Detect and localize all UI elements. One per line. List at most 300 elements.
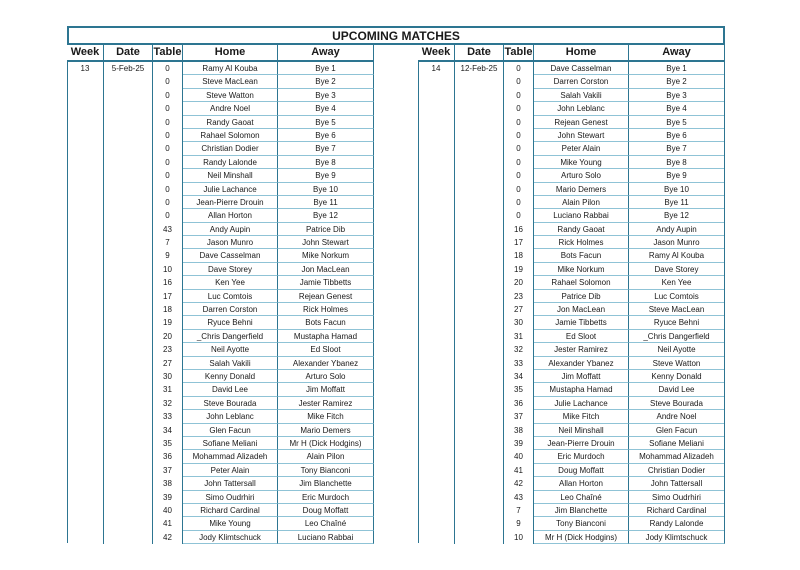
away-player-cell: Dave Storey — [629, 263, 725, 276]
week-cell — [67, 236, 104, 249]
date-cell — [104, 316, 153, 329]
table-row — [67, 263, 374, 276]
away-player-cell: Jason Munro — [629, 236, 725, 249]
date-cell — [455, 75, 504, 88]
home-player-cell: Mike Young — [183, 517, 278, 530]
home-player-cell: Alain Pilon — [534, 196, 629, 209]
away-player-cell: Jester Ramirez — [278, 397, 374, 410]
home-player-cell: Luciano Rabbai — [534, 209, 629, 222]
home-player-cell: Peter Alain — [534, 142, 629, 155]
date-cell — [104, 410, 153, 423]
table-number-cell: 38 — [504, 424, 534, 437]
away-player-cell: Jon MacLean — [278, 263, 374, 276]
away-player-cell: Patrice Dib — [278, 223, 374, 236]
header-row — [67, 45, 374, 62]
away-player-cell: Bye 1 — [278, 62, 374, 75]
date-cell — [455, 156, 504, 169]
away-player-cell: _Chris Dangerfield — [629, 330, 725, 343]
away-player-cell: Andy Aupin — [629, 223, 725, 236]
header-row — [418, 45, 725, 62]
week-cell — [418, 249, 455, 262]
week-cell — [67, 424, 104, 437]
week-cell — [418, 424, 455, 437]
table-row — [67, 370, 374, 383]
away-player-cell: Bye 4 — [629, 102, 725, 115]
table-row — [67, 196, 374, 209]
table-row — [418, 89, 725, 102]
week-cell — [67, 316, 104, 329]
date-cell — [455, 196, 504, 209]
away-player-cell: Jamie Tibbetts — [278, 276, 374, 289]
date-cell — [104, 169, 153, 182]
home-player-cell: Allan Horton — [183, 209, 278, 222]
week-cell — [67, 410, 104, 423]
date-cell — [455, 102, 504, 115]
week-cell — [67, 116, 104, 129]
table-row — [418, 62, 725, 75]
table-number-cell: 27 — [504, 303, 534, 316]
date-cell — [104, 102, 153, 115]
table-row — [418, 437, 725, 450]
week-cell: 13 — [67, 62, 104, 75]
home-player-cell: Sofiane Meliani — [183, 437, 278, 450]
away-player-cell: Bye 6 — [278, 129, 374, 142]
table-number-cell: 16 — [504, 223, 534, 236]
table-row — [67, 129, 374, 142]
away-player-cell: John Tattersall — [629, 477, 725, 490]
table-number-cell: 0 — [504, 209, 534, 222]
home-player-cell: Dave Storey — [183, 263, 278, 276]
date-cell — [455, 169, 504, 182]
week-cell — [418, 410, 455, 423]
table-row — [67, 75, 374, 88]
date-cell — [104, 330, 153, 343]
table-number-cell: 0 — [504, 62, 534, 75]
date-cell — [104, 477, 153, 490]
date-cell — [455, 383, 504, 396]
home-player-cell: Tony Bianconi — [534, 517, 629, 530]
date-cell — [455, 263, 504, 276]
home-player-cell: Julie Lachance — [534, 397, 629, 410]
home-player-cell: _Chris Dangerfield — [183, 330, 278, 343]
table-number-cell: 0 — [153, 129, 183, 142]
week-cell — [418, 464, 455, 477]
home-player-cell: Neil Minshall — [183, 169, 278, 182]
home-player-cell: Leo Chaîné — [534, 491, 629, 504]
home-player-cell: Steve MacLean — [183, 75, 278, 88]
home-player-cell: Steve Watton — [183, 89, 278, 102]
table-row — [418, 75, 725, 88]
date-cell — [455, 450, 504, 463]
home-player-cell: Andy Aupin — [183, 223, 278, 236]
home-player-cell: Rahael Solomon — [183, 129, 278, 142]
table-number-cell: 40 — [504, 450, 534, 463]
date-cell — [455, 116, 504, 129]
table-number-cell: 20 — [153, 330, 183, 343]
table-row — [418, 236, 725, 249]
away-player-cell: Bye 12 — [629, 209, 725, 222]
home-player-cell: Arturo Solo — [534, 169, 629, 182]
table-row — [67, 169, 374, 182]
table-number-cell: 42 — [504, 477, 534, 490]
away-player-cell: Doug Moffatt — [278, 504, 374, 517]
away-player-cell: Bye 11 — [629, 196, 725, 209]
away-player-cell: Bye 2 — [278, 75, 374, 88]
week-cell — [67, 477, 104, 490]
date-cell — [455, 142, 504, 155]
week-cell — [67, 142, 104, 155]
week-cell: 14 — [418, 62, 455, 75]
week-cell — [418, 290, 455, 303]
home-player-cell: Peter Alain — [183, 464, 278, 477]
home-player-cell: Jean-Pierre Drouin — [183, 196, 278, 209]
week-cell — [418, 129, 455, 142]
table-row — [67, 102, 374, 115]
date-cell — [104, 183, 153, 196]
table-row — [67, 223, 374, 236]
table-number-cell: 10 — [504, 531, 534, 544]
table-row — [418, 504, 725, 517]
week-cell — [67, 357, 104, 370]
away-player-cell: Glen Facun — [629, 424, 725, 437]
table-number-cell: 9 — [153, 249, 183, 262]
table-row — [67, 397, 374, 410]
week-cell — [67, 276, 104, 289]
away-player-cell: Steve Bourada — [629, 397, 725, 410]
sheet-title: UPCOMING MATCHES — [67, 26, 725, 45]
table-row — [418, 383, 725, 396]
table-row — [67, 303, 374, 316]
date-cell — [104, 357, 153, 370]
home-player-cell: Steve Bourada — [183, 397, 278, 410]
home-player-cell: John Tattersall — [183, 477, 278, 490]
week-cell — [418, 504, 455, 517]
week-13-table — [67, 45, 374, 544]
away-player-cell: Alain Pilon — [278, 450, 374, 463]
home-player-cell: Ken Yee — [183, 276, 278, 289]
table-row — [418, 116, 725, 129]
table-row — [67, 276, 374, 289]
home-player-cell: Jean-Pierre Drouin — [534, 437, 629, 450]
away-player-cell: Luc Comtois — [629, 290, 725, 303]
table-row — [418, 290, 725, 303]
table-row — [418, 450, 725, 463]
away-player-cell: Jody Klimtschuck — [629, 531, 725, 544]
table-row — [418, 410, 725, 423]
away-player-cell: Bye 3 — [278, 89, 374, 102]
table-number-cell: 0 — [153, 75, 183, 88]
header-table: Table — [504, 45, 534, 62]
date-cell — [104, 142, 153, 155]
table-number-cell: 19 — [504, 263, 534, 276]
away-player-cell: Rejean Genest — [278, 290, 374, 303]
week-cell — [67, 209, 104, 222]
date-cell — [104, 156, 153, 169]
table-number-cell: 7 — [504, 504, 534, 517]
week-cell — [418, 437, 455, 450]
week-cell — [418, 316, 455, 329]
away-player-cell: Bots Facun — [278, 316, 374, 329]
table-row — [67, 343, 374, 356]
table-row — [67, 62, 374, 75]
table-row — [67, 156, 374, 169]
date-cell — [104, 223, 153, 236]
date-cell — [455, 316, 504, 329]
table-row — [67, 316, 374, 329]
week-cell — [67, 450, 104, 463]
away-player-cell: Jim Moffatt — [278, 383, 374, 396]
table-number-cell: 18 — [153, 303, 183, 316]
table-number-cell: 33 — [153, 410, 183, 423]
home-player-cell: Eric Murdoch — [534, 450, 629, 463]
table-row — [418, 464, 725, 477]
week-cell — [67, 531, 104, 544]
table-number-cell: 32 — [504, 343, 534, 356]
away-player-cell: Bye 12 — [278, 209, 374, 222]
away-player-cell: Bye 8 — [278, 156, 374, 169]
date-cell — [104, 491, 153, 504]
header-home: Home — [183, 45, 278, 62]
table-row — [67, 142, 374, 155]
date-cell — [104, 517, 153, 530]
date-cell — [104, 129, 153, 142]
date-cell — [455, 89, 504, 102]
table-number-cell: 35 — [153, 437, 183, 450]
table-number-cell: 36 — [153, 450, 183, 463]
home-player-cell: Ryuce Behni — [183, 316, 278, 329]
week-cell — [67, 290, 104, 303]
table-number-cell: 10 — [153, 263, 183, 276]
home-player-cell: Darren Corston — [183, 303, 278, 316]
date-cell — [104, 290, 153, 303]
away-player-cell: Christian Dodier — [629, 464, 725, 477]
home-player-cell: Bots Facun — [534, 249, 629, 262]
week-cell — [67, 169, 104, 182]
away-player-cell: Bye 7 — [278, 142, 374, 155]
away-player-cell: Bye 1 — [629, 62, 725, 75]
table-number-cell: 35 — [504, 383, 534, 396]
away-player-cell: Bye 9 — [278, 169, 374, 182]
table-number-cell: 0 — [504, 116, 534, 129]
table-number-cell: 23 — [504, 290, 534, 303]
away-player-cell: Neil Ayotte — [629, 343, 725, 356]
home-player-cell: Jon MacLean — [534, 303, 629, 316]
table-number-cell: 0 — [504, 169, 534, 182]
date-cell — [455, 517, 504, 530]
table-row — [67, 183, 374, 196]
table-number-cell: 30 — [504, 316, 534, 329]
date-cell — [104, 116, 153, 129]
away-player-cell: Kenny Donald — [629, 370, 725, 383]
table-number-cell: 18 — [504, 249, 534, 262]
away-player-cell: Leo Chaîné — [278, 517, 374, 530]
week-cell — [67, 397, 104, 410]
home-player-cell: Doug Moffatt — [534, 464, 629, 477]
date-cell — [104, 464, 153, 477]
table-number-cell: 37 — [153, 464, 183, 477]
home-player-cell: Simo Oudrhiri — [183, 491, 278, 504]
header-table: Table — [153, 45, 183, 62]
home-player-cell: Andre Noel — [183, 102, 278, 115]
date-cell: 12-Feb-25 — [455, 62, 504, 75]
date-cell — [104, 383, 153, 396]
away-player-cell: Simo Oudrhiri — [629, 491, 725, 504]
table-number-cell: 41 — [153, 517, 183, 530]
rows-week-14 — [418, 62, 725, 544]
week-cell — [418, 397, 455, 410]
week-cell — [418, 102, 455, 115]
schedule-sheet — [67, 26, 725, 543]
home-player-cell: Mohammad Alizadeh — [183, 450, 278, 463]
table-row — [67, 531, 374, 544]
home-player-cell: Alexander Ybanez — [534, 357, 629, 370]
table-number-cell: 0 — [153, 142, 183, 155]
week-cell — [67, 464, 104, 477]
table-number-cell: 36 — [504, 397, 534, 410]
home-player-cell: Jester Ramirez — [534, 343, 629, 356]
away-player-cell: Andre Noel — [629, 410, 725, 423]
week-cell — [418, 116, 455, 129]
table-number-cell: 0 — [504, 89, 534, 102]
date-cell — [455, 303, 504, 316]
table-number-cell: 9 — [504, 517, 534, 530]
table-number-cell: 7 — [153, 236, 183, 249]
table-number-cell: 34 — [153, 424, 183, 437]
away-player-cell: Bye 11 — [278, 196, 374, 209]
week-cell — [67, 303, 104, 316]
week-cell — [67, 183, 104, 196]
date-cell — [104, 437, 153, 450]
away-player-cell: Bye 9 — [629, 169, 725, 182]
date-cell — [104, 236, 153, 249]
table-number-cell: 31 — [504, 330, 534, 343]
week-cell — [418, 383, 455, 396]
table-number-cell: 31 — [153, 383, 183, 396]
left-border — [67, 62, 68, 543]
home-player-cell: John Stewart — [534, 129, 629, 142]
week-cell — [67, 196, 104, 209]
date-cell — [104, 276, 153, 289]
home-player-cell: Dave Casselman — [534, 62, 629, 75]
week-cell — [67, 343, 104, 356]
table-row — [418, 477, 725, 490]
table-row — [67, 290, 374, 303]
table-row — [67, 424, 374, 437]
date-cell: 5-Feb-25 — [104, 62, 153, 75]
table-number-cell: 17 — [504, 236, 534, 249]
week-cell — [418, 196, 455, 209]
date-cell — [104, 209, 153, 222]
date-cell — [455, 343, 504, 356]
week-cell — [418, 75, 455, 88]
home-player-cell: Luc Comtois — [183, 290, 278, 303]
date-cell — [455, 276, 504, 289]
table-row — [418, 316, 725, 329]
date-cell — [455, 183, 504, 196]
date-cell — [104, 249, 153, 262]
away-player-cell: Luciano Rabbai — [278, 531, 374, 544]
table-row — [418, 263, 725, 276]
date-cell — [455, 290, 504, 303]
table-number-cell: 0 — [504, 129, 534, 142]
away-player-cell: Mario Demers — [278, 424, 374, 437]
away-player-cell: Rick Holmes — [278, 303, 374, 316]
away-player-cell: David Lee — [629, 383, 725, 396]
home-player-cell: Rahael Solomon — [534, 276, 629, 289]
away-player-cell: Tony Bianconi — [278, 464, 374, 477]
week-cell — [418, 223, 455, 236]
away-player-cell: Bye 6 — [629, 129, 725, 142]
away-player-cell: Richard Cardinal — [629, 504, 725, 517]
date-cell — [104, 370, 153, 383]
week-cell — [67, 156, 104, 169]
date-cell — [455, 410, 504, 423]
week-cell — [67, 370, 104, 383]
date-cell — [104, 343, 153, 356]
table-row — [67, 504, 374, 517]
table-number-cell: 39 — [504, 437, 534, 450]
table-number-cell: 0 — [153, 183, 183, 196]
table-row — [67, 450, 374, 463]
date-cell — [104, 504, 153, 517]
week-cell — [67, 330, 104, 343]
table-number-cell: 0 — [504, 102, 534, 115]
home-player-cell: Jody Klimtschuck — [183, 531, 278, 544]
week-cell — [67, 249, 104, 262]
table-row — [418, 223, 725, 236]
away-player-cell: Bye 5 — [278, 116, 374, 129]
date-cell — [104, 263, 153, 276]
table-row — [418, 276, 725, 289]
away-player-cell: Bye 3 — [629, 89, 725, 102]
home-player-cell: Randy Lalonde — [183, 156, 278, 169]
home-player-cell: Julie Lachance — [183, 183, 278, 196]
away-player-cell: Randy Lalonde — [629, 517, 725, 530]
table-row — [418, 102, 725, 115]
week-cell — [67, 102, 104, 115]
table-number-cell: 43 — [153, 223, 183, 236]
home-player-cell: Mario Demers — [534, 183, 629, 196]
date-cell — [455, 397, 504, 410]
home-player-cell: Mike Norkum — [534, 263, 629, 276]
table-number-cell: 20 — [504, 276, 534, 289]
week-cell — [67, 223, 104, 236]
home-player-cell: John Leblanc — [183, 410, 278, 423]
week-cell — [67, 263, 104, 276]
table-number-cell: 0 — [153, 89, 183, 102]
away-player-cell: Steve Watton — [629, 357, 725, 370]
home-player-cell: Kenny Donald — [183, 370, 278, 383]
week-cell — [418, 343, 455, 356]
away-player-cell: Ramy Al Kouba — [629, 249, 725, 262]
header-week: Week — [418, 45, 455, 62]
table-row — [67, 116, 374, 129]
week-cell — [418, 370, 455, 383]
week-cell — [418, 156, 455, 169]
away-player-cell: Sofiane Meliani — [629, 437, 725, 450]
table-row — [67, 249, 374, 262]
table-number-cell: 30 — [153, 370, 183, 383]
date-cell — [455, 491, 504, 504]
week-cell — [67, 129, 104, 142]
table-row — [67, 477, 374, 490]
date-cell — [104, 196, 153, 209]
table-row — [418, 142, 725, 155]
table-number-cell: 0 — [504, 75, 534, 88]
week-cell — [418, 450, 455, 463]
date-cell — [104, 89, 153, 102]
table-row — [418, 357, 725, 370]
